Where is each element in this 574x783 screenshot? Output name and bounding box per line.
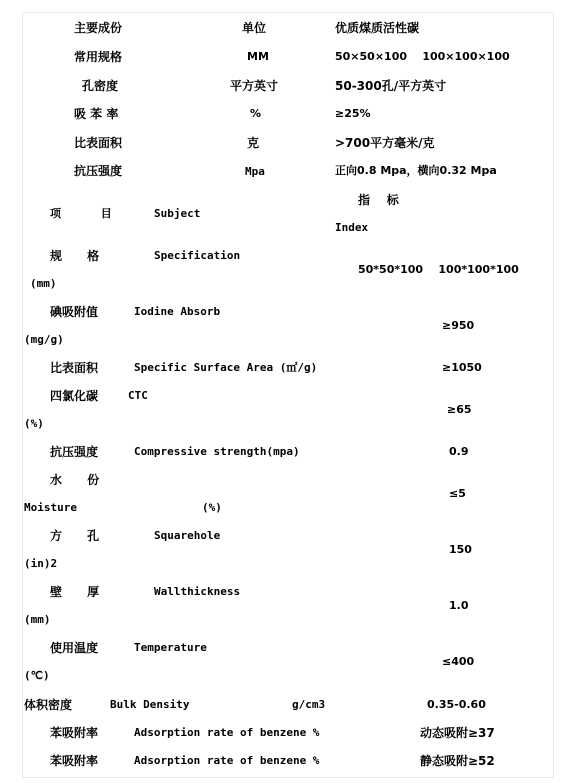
spec-label-zh: 规 格 <box>50 249 100 263</box>
param-value: ≥1050 <box>442 361 482 374</box>
param-name-en: Adsorption rate of benzene % <box>134 754 320 767</box>
param-name-zh: 苯吸附率 <box>50 726 99 740</box>
param-name-en: Wallthickness <box>154 585 241 598</box>
param-value: 1.0 <box>449 599 469 612</box>
param-name-en: Bulk Density <box>110 698 190 711</box>
param-name-zh: 苯吸附率 <box>50 754 99 768</box>
subject-label-zh: 项 目 <box>50 207 112 220</box>
table1-header-value: 优质煤质活性碳 <box>335 21 420 35</box>
param-value: 静态吸附≥52 <box>420 754 495 768</box>
param-value: 0.9 <box>449 445 469 458</box>
param-unit: (%) <box>24 417 44 430</box>
param-unit: (in)2 <box>24 557 58 570</box>
param-name-en: CTC <box>128 389 148 402</box>
table1-header-item: 主要成份 <box>74 21 123 35</box>
param-name-en: Compressive strength(mpa) <box>134 445 300 458</box>
param-name-en: Squarehole <box>154 529 221 542</box>
param-name-zh: 方 孔 <box>50 529 100 543</box>
table1-row-item: 比表面积 <box>74 136 123 150</box>
table1-row-unit: 克 <box>247 136 260 150</box>
param-name-en: Moisture <box>24 501 77 514</box>
param-value: ≤400 <box>442 655 475 668</box>
document-frame <box>22 12 554 778</box>
subject-label-en: Subject <box>154 207 201 220</box>
param-value: ≤5 <box>449 487 466 500</box>
param-name-zh: 抗压强度 <box>50 445 99 459</box>
param-name-en: Temperature <box>134 641 207 654</box>
param-unit: (mg/g) <box>24 333 64 346</box>
table1-row-item: 抗压强度 <box>74 164 123 178</box>
param-unit: (%) <box>202 501 222 514</box>
table1-header-unit: 单位 <box>242 21 267 35</box>
table1-row-unit: 平方英寸 <box>230 79 279 93</box>
table1-row-item: 孔密度 <box>82 79 119 93</box>
table1-row-unit: MM <box>247 50 269 63</box>
param-value: 150 <box>449 543 472 556</box>
table1-row-item: 吸 苯 率 <box>74 107 119 121</box>
param-name-zh: 壁 厚 <box>50 585 100 599</box>
param-name-zh: 四氯化碳 <box>50 389 99 403</box>
param-name-zh: 比表面积 <box>50 361 99 375</box>
param-name-en: Adsorption rate of benzene % <box>134 726 320 739</box>
table1-row-value: 50×50×100 100×100×100 <box>335 50 510 63</box>
table1-row-unit: % <box>250 107 262 120</box>
table1-row-item: 常用规格 <box>74 50 123 64</box>
param-value: 动态吸附≥37 <box>420 726 495 740</box>
table1-row-value: ≥25% <box>335 107 371 120</box>
param-name-zh: 碘吸附值 <box>50 305 99 319</box>
param-value: ≥65 <box>447 403 472 416</box>
param-name-en: Iodine Absorb <box>134 305 221 318</box>
param-unit: g/cm3 <box>292 698 326 711</box>
param-unit: (℃) <box>24 669 50 682</box>
param-name-zh: 体积密度 <box>24 698 73 712</box>
index-label-zh: 指 标 <box>358 193 399 207</box>
spec-label-en: Specification <box>154 249 241 262</box>
index-label-en: Index <box>335 221 369 234</box>
table1-row-value: 50-300孔/平方英寸 <box>335 79 447 93</box>
table1-row-value: >700平方毫米/克 <box>335 136 435 150</box>
table1-row-value: 正向0.8 Mpa，横向0.32 Mpa <box>335 164 497 177</box>
param-name-zh: 使用温度 <box>50 641 99 655</box>
param-value: 0.35-0.60 <box>427 698 486 711</box>
spec-values: 50*50*100 100*100*100 <box>358 263 519 276</box>
param-value: ≥950 <box>442 319 475 332</box>
param-name-zh: 水 份 <box>50 473 100 487</box>
param-name-en: Specific Surface Area (㎡/g) <box>134 361 318 374</box>
spec-unit: (mm) <box>30 277 57 290</box>
table1-row-unit: Mpa <box>245 165 265 178</box>
param-unit: (mm) <box>24 613 51 626</box>
